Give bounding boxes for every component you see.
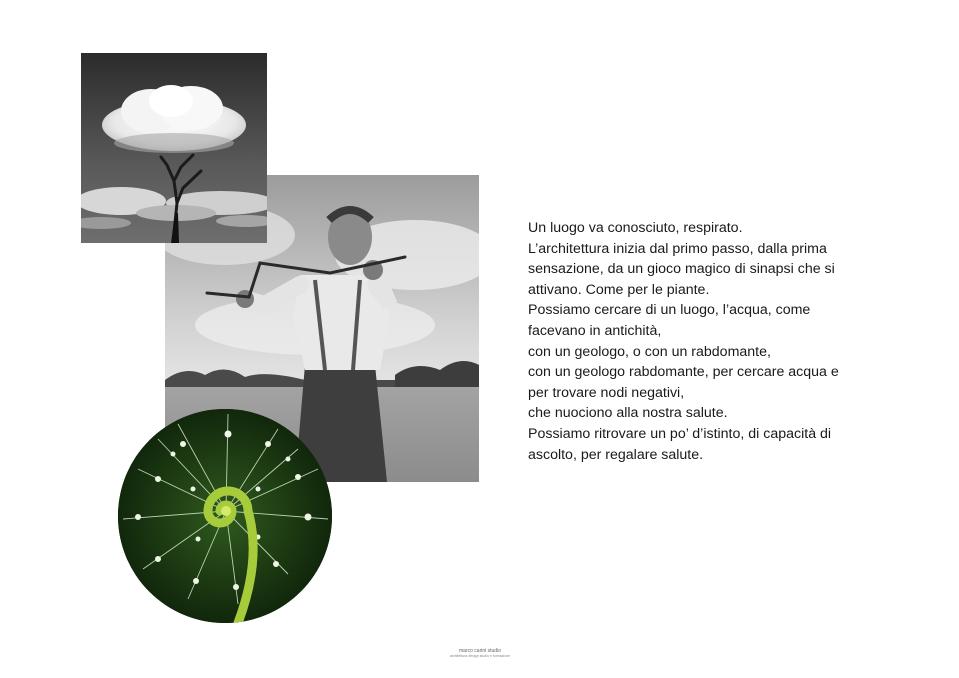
text-line: che nuociono alla nostra salute. [528, 405, 728, 422]
text-line: L’architettura inizia dal primo passo, dalla prima [528, 240, 827, 257]
text-line: sensazione, da un gioco magico di sinapsi che si [528, 261, 835, 278]
text-line: Possiamo cercare di un luogo, l’acqua, come [528, 302, 811, 319]
cloud-tree-photo [81, 53, 267, 243]
studio-tagline: architettura design studio e formazione [449, 654, 511, 658]
text-line: Un luogo va conosciuto, respirato. [528, 220, 743, 236]
text-line: ascolto, per regalare salute. [528, 446, 704, 463]
body-text [528, 218, 888, 465]
text-line: per trovare nodi negativi, [528, 384, 685, 401]
text-line: attivano. Come per le piante. [528, 281, 710, 298]
text-line: con un geologo, o con un rabdomante, [528, 343, 771, 360]
text-line: facevano in antichità, [528, 322, 662, 339]
fern-dew-photo [118, 409, 332, 623]
footer [440, 648, 520, 658]
studio-name: marco carini studio [459, 648, 501, 654]
text-line: Possiamo ritrovare un po’ d’istinto, di capacità di [528, 425, 832, 442]
text-line: con un geologo rabdomante, per cercare acqua e [528, 364, 839, 381]
